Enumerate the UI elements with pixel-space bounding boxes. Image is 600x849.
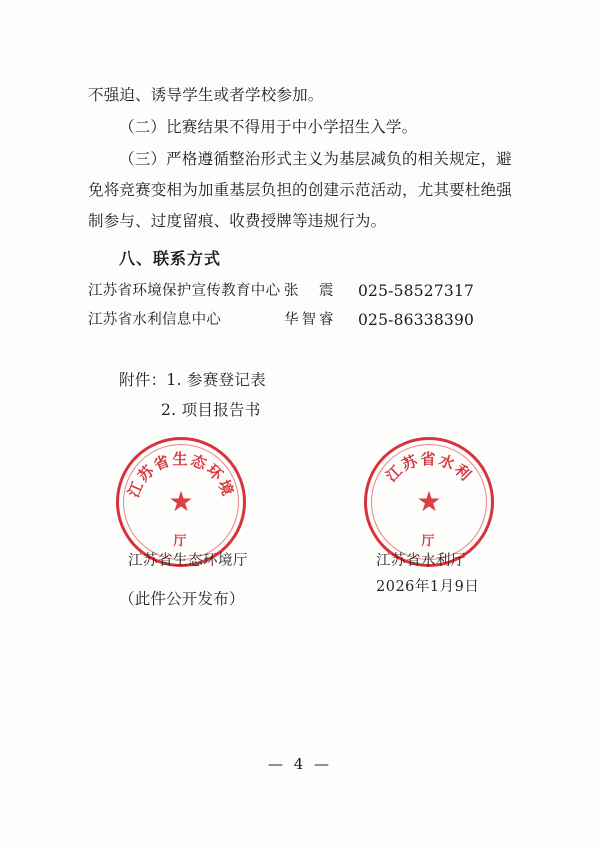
contact-phone: 025-86338390 xyxy=(358,311,475,329)
contact-person: 华智睿 xyxy=(284,312,337,328)
paragraph-3: （三）严格遵循整治形式主义为基层减负的相关规定，避免将竞赛变相为加重基层负担的创建示范活动，尤其要杜绝强制参与、过度留痕、收费授牌等违规行为。 xyxy=(88,150,512,230)
contact-organization: 江苏省环境保护宣传教育中心 xyxy=(88,283,281,299)
svg-text:厅: 厅 xyxy=(173,533,189,549)
seal-star-icon: ★ xyxy=(416,485,442,518)
contact-list xyxy=(88,277,512,335)
attachment-item-1: 附件：1. 参赛登记表 xyxy=(119,371,267,389)
public-release-note: （此件公开发布） xyxy=(119,590,245,608)
attachment-item-2: 2. 项目报告书 xyxy=(161,401,261,419)
svg-text:江苏省生态环境: 江苏省生态环境 xyxy=(124,450,238,500)
contact-person: 张 震 xyxy=(284,283,337,299)
page-number: — 4 — xyxy=(267,755,333,773)
paragraph-2: （二）比赛结果不得用于中小学招生入学。 xyxy=(119,118,418,136)
contact-organization: 江苏省水利信息中心 xyxy=(88,312,222,328)
contact-phone: 025-58527317 xyxy=(358,282,475,300)
document-content xyxy=(88,80,512,613)
contact-row xyxy=(88,306,512,335)
svg-text:江苏省水利: 江苏省水利 xyxy=(382,450,476,486)
attachment-list xyxy=(88,365,512,425)
seal-date: 2026年1月9日 xyxy=(376,579,480,595)
contact-row xyxy=(88,277,512,306)
seal-signature-left: 江苏省生态环境厅 xyxy=(128,553,248,569)
seal-jiangsu-ecology-environment xyxy=(116,437,246,567)
svg-text:厅: 厅 xyxy=(421,533,437,549)
seal-jiangsu-water-resources xyxy=(364,437,494,567)
seal-star-icon: ★ xyxy=(168,485,194,518)
paragraph-1: 不强迫、诱导学生或者学校参加。 xyxy=(88,86,324,104)
seal-signature-right: 江苏省水利厅 xyxy=(376,553,466,569)
section-title-contact: 八、联系方式 xyxy=(119,249,222,268)
seal-area xyxy=(88,431,512,595)
